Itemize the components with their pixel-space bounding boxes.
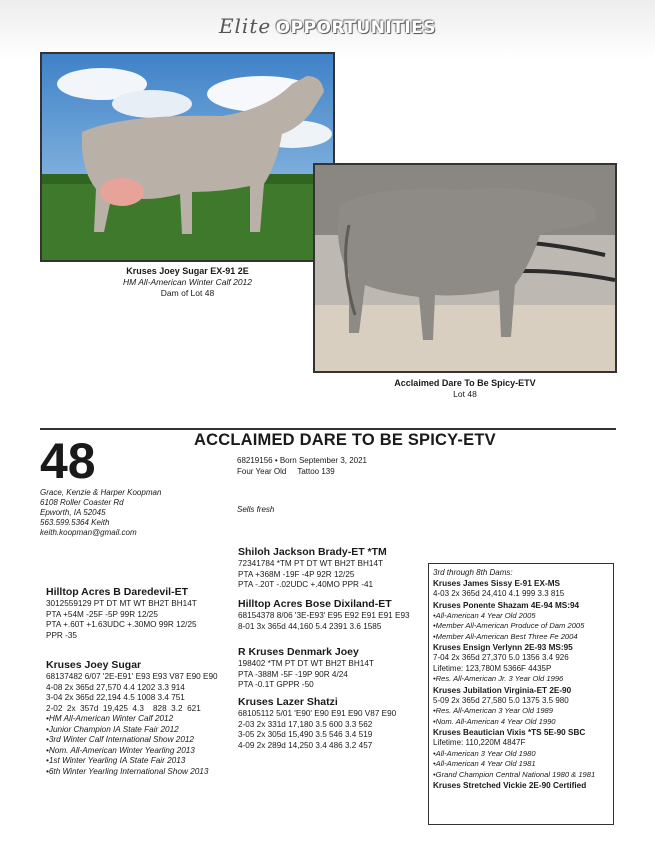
ancestor-name: Kruses Beautician Vixis *TS 5E-90 SBC [433, 728, 586, 737]
lot-photo [313, 163, 617, 373]
ancestor-honor: •Grand Champion Central National 1980 & 1981 [433, 769, 596, 779]
consignor-name: Grace, Kenzie & Harper Koopman [40, 488, 162, 497]
sire-dam-line-1: 68154378 8/06 '3E-E93' E95 E92 E91 E91 E93 [238, 611, 410, 620]
lot-note: Sells fresh [237, 505, 275, 514]
section-divider [40, 428, 616, 430]
sire-line-2: PTA +368M -19F -4P 92R 12/25 [238, 569, 355, 579]
sire-name: Shiloh Jackson Brady-ET *TM [238, 546, 387, 558]
sire-dam-entry [238, 598, 410, 632]
lot-number: 48 [40, 433, 96, 489]
extended-dams-list [433, 578, 609, 791]
dam-line-2: 4-08 2x 365d 27,570 4.4 1202 3.3 914 [46, 682, 185, 692]
dam-sire-line-3: PTA +.60T +1.63UDC +.30MO 99R 12/25 [46, 620, 197, 629]
ancestor-honor: •Member All-American Best Three Fe 2004 [433, 631, 578, 641]
sire-line-3: PTA -.20T -.02UDC +.40MO PPR -41 [238, 580, 374, 589]
lot-photo-caption [313, 378, 617, 400]
ancestor-honor: •Nom. All-American 4 Year Old 1990 [433, 716, 556, 726]
mgd-entry [238, 696, 396, 751]
consignor-city: Epworth, IA 52045 [40, 508, 106, 517]
ancestor-honor: •All-American 3 Year Old 1980 [433, 748, 536, 758]
consignor-email[interactable]: keith.koopman@gmail.com [40, 528, 137, 537]
consignor-block [40, 488, 220, 538]
extended-dams-heading: 3rd through 8th Dams: [433, 568, 513, 577]
dam-honor-3: •3rd Winter Calf International Show 2012 [46, 735, 194, 744]
ancestor-honor: •Member All-American Produce of Dam 2005 [433, 621, 585, 630]
mgd-line-3: 3-05 2x 305d 15,490 3.5 546 3.4 519 [238, 730, 373, 739]
ancestor-name: Kruses Ensign Verlynn 2E-93 MS:95 [433, 643, 573, 652]
ancestor-name: Kruses Stretched Vickie 2E-90 Certified [433, 781, 587, 790]
lot-registration: 68219156 • Born September 3, 2021 [237, 456, 368, 465]
dam-sire-line-4: PPR -35 [46, 630, 77, 640]
dam-honor-5: •1st Winter Yearling IA State Fair 2013 [46, 756, 186, 765]
extended-dams-box [428, 563, 614, 825]
mgs-name: R Kruses Denmark Joey [238, 646, 359, 658]
dam-name: Kruses Joey Sugar [46, 659, 142, 671]
ancestor-honor: •All-American 4 Year Old 2005 [433, 610, 536, 620]
lot-age-tattoo: Four Year Old Tattoo 139 [237, 467, 335, 476]
lot-title: ACCLAIMED DARE TO BE SPICY-ETV [194, 431, 496, 449]
mgs-entry [238, 646, 374, 691]
ancestor-record: 7-04 2x 365d 27,370 5.0 1356 3.4 926 [433, 653, 569, 662]
dam-honor-2: •Junior Champion IA State Fair 2012 [46, 724, 179, 734]
lot-photo-relation: Lot 48 [453, 389, 477, 399]
sire-dam-line-2: 8-01 3x 365d 44,160 5.4 2391 3.6 1585 [238, 621, 382, 631]
dam-photo-award: HM All-American Winter Calf 2012 [122, 277, 253, 287]
ancestor-name: Kruses James Sissy E-91 EX-MS [433, 579, 560, 588]
brand-title [0, 14, 655, 38]
dam-sire-name: Hilltop Acres B Daredevil-ET [46, 586, 188, 598]
mgd-line-4: 4-09 2x 289d 14,250 3.4 486 3.2 457 [238, 740, 373, 750]
ancestor-record: Lifetime: 110,220M 4847F [433, 738, 526, 747]
dam-line-3: 3-04 2x 365d 22,194 4.5 1008 3.4 751 [46, 693, 185, 702]
ancestor-record: 4-03 2x 365d 24,410 4.1 999 3.3 815 [433, 589, 565, 598]
dam-honor-4: •Nom. All-American Winter Yearling 2013 [46, 745, 195, 755]
dam-sire-line-1: 3012559129 PT DT MT WT BH2T BH14T [46, 599, 197, 608]
consignor-phone: 563.599.5364 Keith [40, 518, 110, 527]
mgd-line-2: 2-03 2x 331d 17,180 3.5 600 3.3 562 [238, 719, 373, 729]
dam-photo-name: Kruses Joey Sugar EX-91 2E [126, 266, 249, 276]
dam-honor-6: •6th Winter Yearling International Show 2013 [46, 766, 209, 776]
ancestor-honor: •Res. All-American Jr. 3 Year Old 1996 [433, 674, 564, 683]
sire-entry [238, 546, 387, 591]
dam-photo [40, 52, 335, 262]
ancestor-record: Lifetime: 123,780M 5366F 4435P [433, 663, 552, 673]
brand-caps-word: OPPORTUNITIES [275, 18, 437, 38]
dam-honor-1: •HM All-American Winter Calf 2012 [46, 714, 174, 723]
ancestor-record: 5-09 2x 365d 27,580 5.0 1375 3.5 980 [433, 695, 569, 705]
mgs-line-2: PTA -388M -5F -19P 90R 4/24 [238, 669, 348, 679]
lot-photo-name: Acclaimed Dare To Be Spicy-ETV [394, 378, 536, 388]
brand-script-word: Elite [218, 14, 272, 38]
ancestor-honor: •Res. All-American 3 Year Old 1989 [433, 706, 553, 715]
dam-line-4: 2-02 2x 357d 19,425 4.3 828 3.2 621 [46, 703, 201, 713]
ancestor-honor: •All-American 4 Year Old 1981 [433, 759, 536, 768]
sire-line-1: 72341784 *TM PT DT WT BH2T BH14T [238, 559, 384, 568]
ancestor-name: Kruses Ponente Shazam 4E-94 MS:94 [433, 600, 580, 610]
consignor-street: 6108 Roller Coaster Rd [40, 498, 124, 507]
dam-photo-caption [40, 266, 335, 299]
mgd-name: Kruses Lazer Shatzi [238, 696, 338, 708]
dam-line-1: 68137482 6/07 '2E-E91' E93 E93 V87 E90 E90 [46, 672, 218, 681]
dam-sire-line-2: PTA +54M -25F -5P 99R 12/25 [46, 609, 158, 619]
ancestor-name: Kruses Jubilation Virginia-ET 2E-90 [433, 685, 572, 695]
mgs-line-1: 198402 *TM PT DT WT BH2T BH14T [238, 659, 374, 668]
dam-entry [46, 659, 218, 777]
dam-photo-relation: Dam of Lot 48 [160, 288, 215, 298]
dam-sire-entry [46, 586, 197, 641]
mgs-line-3: PTA -0.1T GPPR -50 [238, 680, 314, 689]
mgd-line-1: 68105112 5/01 'E90' E90 E91 E90 V87 E90 [238, 709, 397, 718]
sire-dam-name: Hilltop Acres Bose Dixiland-ET [238, 598, 392, 610]
